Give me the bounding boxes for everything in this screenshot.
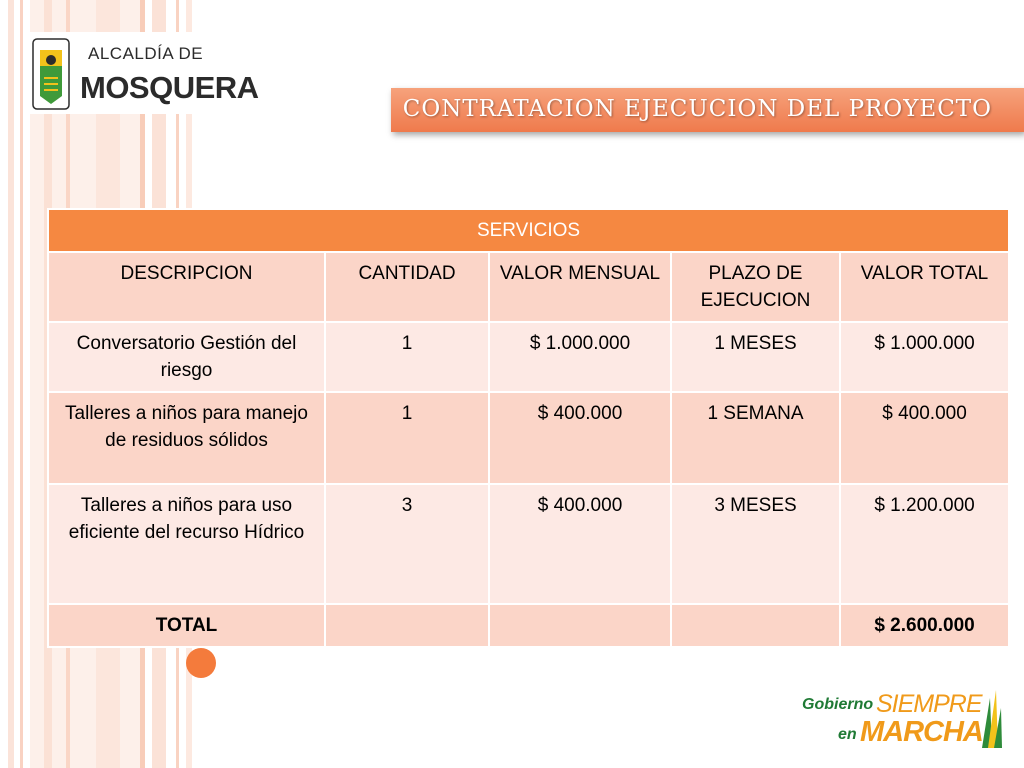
table-cell: Conversatorio Gestión del riesgo [48, 322, 325, 392]
municipal-shield-icon [32, 38, 70, 110]
title-banner [391, 88, 1024, 132]
table-cell [325, 604, 489, 647]
slide-title: CONTRATACION EJECUCION DEL PROYECTO [402, 96, 992, 122]
total-label: TOTAL [48, 604, 325, 647]
table-cell [671, 604, 840, 647]
table-cell: $ 1.000.000 [840, 322, 1009, 392]
table-caption-row [48, 209, 1009, 252]
table-cell: $ 400.000 [489, 392, 671, 484]
table-row [48, 484, 1009, 604]
table-cell: Talleres a niños para uso eficiente del recurso Hídrico [48, 484, 325, 604]
column-header: VALOR MENSUAL [489, 252, 671, 322]
table-cell: 3 [325, 484, 489, 604]
table-cell: 1 [325, 322, 489, 392]
table-cell: $ 1.200.000 [840, 484, 1009, 604]
table-row [48, 322, 1009, 392]
total-value: $ 2.600.000 [840, 604, 1009, 647]
logo-line-1: ALCALDÍA DE [88, 44, 204, 63]
siempre-text: SIEMPRE [876, 690, 982, 718]
table-cell: 1 SEMANA [671, 392, 840, 484]
total-row [48, 604, 1009, 647]
table-cell: $ 400.000 [840, 392, 1009, 484]
marcha-text: MARCHA [860, 716, 983, 748]
table-cell: 1 [325, 392, 489, 484]
table-cell [489, 604, 671, 647]
striped-bars-icon [980, 688, 1002, 748]
table-cell: 1 MESES [671, 322, 840, 392]
table-caption: SERVICIOS [48, 209, 1009, 252]
table-cell: Talleres a niños para manejo de residuos sólidos [48, 392, 325, 484]
table-cell: 3 MESES [671, 484, 840, 604]
table-cell: $ 1.000.000 [489, 322, 671, 392]
column-header: VALOR TOTAL [840, 252, 1009, 322]
column-header-row [48, 252, 1009, 322]
table-cell: $ 400.000 [489, 484, 671, 604]
services-table [47, 208, 1010, 648]
column-header: DESCRIPCION [48, 252, 325, 322]
logo-line-2: MOSQUERA [80, 70, 259, 105]
decorative-dot [186, 648, 216, 678]
gobierno-text: Gobierno [802, 696, 874, 713]
en-text: en [838, 726, 857, 743]
table-row [48, 392, 1009, 484]
column-header: CANTIDAD [325, 252, 489, 322]
column-header: PLAZO DE EJECUCION [671, 252, 840, 322]
mosquera-logo [28, 32, 259, 114]
gobierno-logo [802, 688, 1002, 748]
